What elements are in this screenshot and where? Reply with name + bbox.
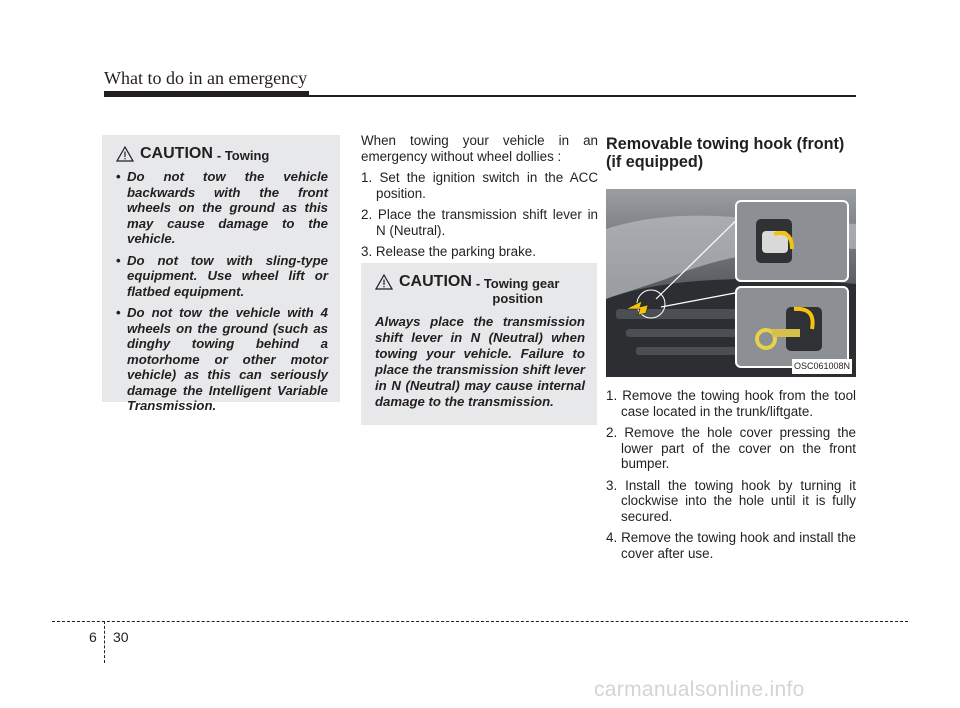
towing-step: 3. Release the parking brake.	[361, 244, 536, 259]
caution-bullet: • Do not tow with sling-type equipment. Use wheel lift or flatbed equipment.	[116, 253, 328, 300]
warning-triangle-icon	[375, 274, 393, 290]
hook-steps-list	[606, 388, 856, 561]
caution-gear-subtitle	[476, 276, 560, 306]
caution-gear-body: Always place the transmission shift lever in N (Neutral) when towing your vehicle. Failure to place the transmission shift lever in N (Neutral) may cause internal damage to the transmission.	[375, 314, 585, 409]
caution-gear-heading	[375, 273, 585, 306]
towing-step: 2. Place the transmission shift lever in N (Neutral).	[361, 207, 598, 238]
caution-towing-heading	[116, 145, 328, 163]
caution-subtitle: - Towing	[216, 148, 270, 163]
chapter-number: 6	[89, 629, 97, 645]
header-rule-thin	[309, 95, 856, 97]
towing-intro: When towing your vehicle in an emergency without wheel dollies :	[361, 133, 598, 164]
hook-step: 2. Remove the hole cover pressing the lower part of the cover on the front bumper.	[606, 425, 856, 471]
caution-towing-box	[102, 135, 340, 413]
towing-hook-section	[606, 135, 856, 567]
watermark-link[interactable]: carmanualsonline.info	[594, 678, 805, 701]
caution-label: CAUTION	[140, 145, 213, 162]
caution-bullet: • Do not tow the vehicle backwards with the front wheels on the ground as this may cause damage to the vehicle.	[116, 169, 328, 247]
caution-gear-box	[361, 263, 597, 425]
caution-subtitle-line: position	[492, 291, 543, 306]
section-heading: Removable towing hook (front) (if equipped)	[606, 135, 845, 171]
car-front-drawing	[606, 189, 856, 377]
warning-triangle-icon	[116, 146, 134, 162]
hook-step: 4. Remove the towing hook and install the cover after use.	[606, 530, 856, 561]
caution-towing-list	[116, 169, 328, 414]
towing-step: 1. Set the ignition switch in the ACC position.	[361, 170, 598, 201]
image-code: OSC061008N	[792, 359, 852, 375]
towing-steps-list	[361, 170, 598, 260]
footer-rule	[52, 621, 908, 622]
header-rule-thick	[104, 91, 309, 97]
footer-divider	[104, 621, 105, 663]
page-number: 30	[113, 629, 129, 645]
page-header-title: What to do in an emergency	[104, 68, 308, 88]
hook-step: 1. Remove the towing hook from the tool case located in the trunk/liftgate.	[606, 388, 856, 419]
towing-instructions	[361, 133, 598, 266]
caution-label: CAUTION	[399, 273, 472, 290]
caution-subtitle-line: - Towing gear	[475, 276, 560, 291]
caution-bullet: • Do not tow the vehicle with 4 wheels on the ground (such as dinghy towing behind a motorhome or other motor vehicle) as this can seriously damage the Intelligent Variable Transmission.	[116, 305, 328, 414]
hook-step: 3. Install the towing hook by turning it clockwise into the hole until it is fully secured.	[606, 477, 856, 524]
towing-hook-illustration	[606, 189, 856, 377]
